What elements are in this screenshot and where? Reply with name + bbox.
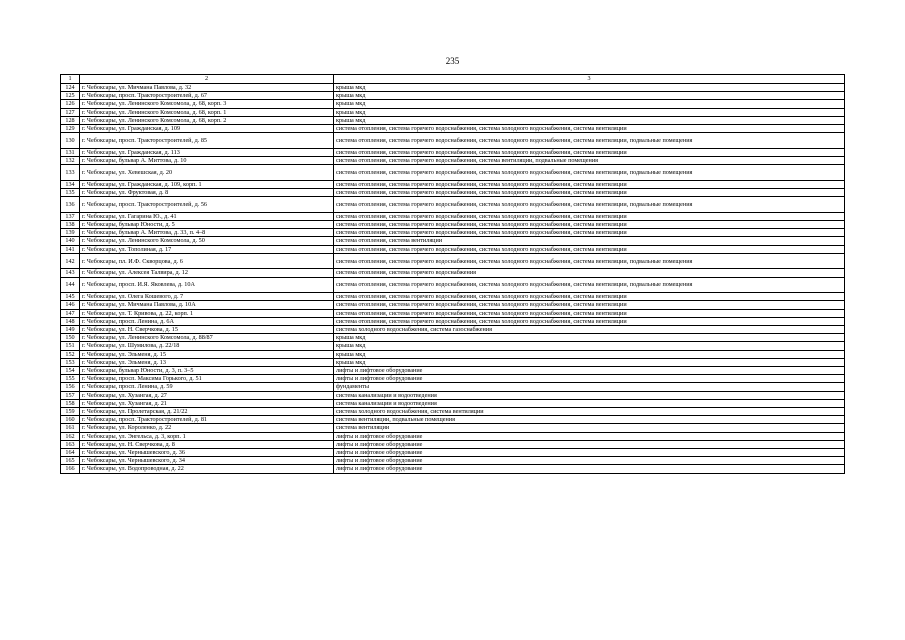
address-cell: г. Чебоксары, ул. Ленинского Комсомола, д. 68, корп. 2 [80,116,334,124]
work-type-cell: система отопления, система горячего водоснабжения, система холодного водоснабжения, система вентиляции, подвальные помещения [334,133,845,149]
table-row [61,342,845,350]
header-col-2: 2 [80,75,334,84]
table-row [61,457,845,465]
work-type-cell: система отопления, система горячего водоснабжения, система холодного водоснабжения, система вентиляции [334,229,845,237]
address-cell: г. Чебоксары, просп. И.Я. Яковлева, д. 10А [80,277,334,293]
row-number-cell: 125 [61,92,80,100]
work-type-cell: система отопления, система горячего водоснабжения, система холодного водоснабжения, система вентиляции [334,180,845,188]
table-row [61,189,845,197]
address-cell: г. Чебоксары, ул. Гражданская, д. 109 [80,125,334,133]
address-cell: г. Чебоксары, бульвар А. Миттова, д. 33, п. 4–8 [80,229,334,237]
table-body [61,75,845,474]
table-row [61,424,845,432]
work-type-cell: лифты и лифтовое оборудование [334,457,845,465]
table-row [61,157,845,165]
address-cell: г. Чебоксары, ул. Ленинского Комсомола, д. 88/87 [80,334,334,342]
row-number-cell: 144 [61,277,80,293]
work-type-cell: крыша мкд [334,92,845,100]
page-number: 235 [445,56,460,66]
address-cell: г. Чебоксары, ул. Хузангая, д. 27 [80,391,334,399]
address-cell: г. Чебоксары, просп. Максима Горького, д. 51 [80,375,334,383]
row-number-cell: 136 [61,197,80,213]
row-number-cell: 165 [61,457,80,465]
work-type-cell: система отопления, система горячего водоснабжения, система холодного водоснабжения, система вентиляции [334,293,845,301]
work-type-cell: система отопления, система горячего водоснабжения, система холодного водоснабжения, система вентиляции, подвальные помещения [334,165,845,181]
table-row [61,237,845,245]
address-cell: г. Чебоксары, просп. Тракторостроителей, д. 56 [80,197,334,213]
row-number-cell: 134 [61,180,80,188]
address-cell: г. Чебоксары, просп. Ленина, д. 6А [80,317,334,325]
table-row [61,432,845,440]
address-cell: г. Чебоксары, ул. Хевешская, д. 20 [80,165,334,181]
table-row [61,391,845,399]
row-number-cell: 164 [61,449,80,457]
data-table [60,74,845,474]
work-type-cell: система отопления, система горячего водоснабжения, система холодного водоснабжения, система вентиляции [334,212,845,220]
table-row [61,301,845,309]
row-number-cell: 141 [61,245,80,253]
table-row [61,221,845,229]
table-row [61,358,845,366]
address-cell: г. Чебоксары, просп. Тракторостроителей, д. 81 [80,416,334,424]
row-number-cell: 138 [61,221,80,229]
table-row [61,449,845,457]
work-type-cell: крыша мкд [334,84,845,92]
address-cell: г. Чебоксары, ул. Н. Сверчкова, д. 8 [80,440,334,448]
row-number-cell: 155 [61,375,80,383]
table-row [61,375,845,383]
row-number-cell: 127 [61,108,80,116]
table-row [61,165,845,181]
work-type-cell: система отопления, система горячего водоснабжения [334,269,845,277]
row-number-cell: 142 [61,253,80,269]
work-type-cell: крыша мкд [334,334,845,342]
table-row [61,399,845,407]
address-cell: г. Чебоксары, ул. Мичмана Павлова, д. 10А [80,301,334,309]
address-cell: г. Чебоксары, ул. Фруктовая, д. 8 [80,189,334,197]
row-number-cell: 152 [61,350,80,358]
work-type-cell: лифты и лифтовое оборудование [334,367,845,375]
row-number-cell: 143 [61,269,80,277]
row-number-cell: 156 [61,383,80,391]
work-type-cell: система вентиляции [334,424,845,432]
work-type-cell: система холодного водоснабжения, система вентиляции [334,408,845,416]
work-type-cell: система отопления, система горячего водоснабжения, система холодного водоснабжения, система вентиляции, подвальные помещения [334,253,845,269]
work-type-cell: система отопления, система горячего водоснабжения, система холодного водоснабжения, система вентиляции [334,245,845,253]
address-cell: г. Чебоксары, ул. Чернышевского, д. 36 [80,449,334,457]
work-type-cell: крыша мкд [334,100,845,108]
row-number-cell: 137 [61,212,80,220]
row-number-cell: 159 [61,408,80,416]
row-number-cell: 149 [61,326,80,334]
work-type-cell: фундаменты [334,383,845,391]
address-cell: г. Чебоксары, ул. Гражданская, д. 113 [80,148,334,156]
row-number-cell: 133 [61,165,80,181]
table-row [61,125,845,133]
row-number-cell: 132 [61,157,80,165]
table-row [61,108,845,116]
address-cell: г. Чебоксары, ул. Алексея Талвира, д. 12 [80,269,334,277]
table-row [61,350,845,358]
table-row [61,465,845,473]
work-type-cell: лифты и лифтовое оборудование [334,375,845,383]
address-cell: г. Чебоксары, бульвар Юности, д. 5 [80,221,334,229]
table-row [61,440,845,448]
address-cell: г. Чебоксары, просп. Тракторостроителей, д. 67 [80,92,334,100]
work-type-cell: крыша мкд [334,350,845,358]
table-row [61,100,845,108]
row-number-cell: 157 [61,391,80,399]
row-number-cell: 147 [61,309,80,317]
table-row [61,148,845,156]
address-cell: г. Чебоксары, ул. Мичмана Павлова, д. 32 [80,84,334,92]
address-cell: г. Чебоксары, просп. Тракторостроителей, д. 85 [80,133,334,149]
row-number-cell: 135 [61,189,80,197]
row-number-cell: 166 [61,465,80,473]
address-cell: г. Чебоксары, бульвар Юности, д. 3, п. 3–5 [80,367,334,375]
table-row [61,245,845,253]
row-number-cell: 151 [61,342,80,350]
work-type-cell: система отопления, система горячего водоснабжения, система холодного водоснабжения, система вентиляции [334,148,845,156]
work-type-cell: лифты и лифтовое оборудование [334,432,845,440]
row-number-cell: 154 [61,367,80,375]
work-type-cell: лифты и лифтовое оборудование [334,449,845,457]
work-type-cell: система вентиляции, подвальные помещения [334,416,845,424]
table-row [61,383,845,391]
address-cell: г. Чебоксары, ул. Энгельса, д. 3, корп. 1 [80,432,334,440]
address-cell: г. Чебоксары, ул. Н. Сверчкова, д. 15 [80,326,334,334]
address-cell: г. Чебоксары, ул. Тополиная, д. 17 [80,245,334,253]
header-col-3: 3 [334,75,845,84]
row-number-cell: 150 [61,334,80,342]
work-type-cell: крыша мкд [334,342,845,350]
table-row [61,408,845,416]
table-row [61,416,845,424]
row-number-cell: 162 [61,432,80,440]
row-number-cell: 126 [61,100,80,108]
address-cell: г. Чебоксары, ул. Шумилова, д. 22/18 [80,342,334,350]
work-type-cell: система отопления, система горячего водоснабжения, система холодного водоснабжения, система вентиляции [334,309,845,317]
row-number-cell: 145 [61,293,80,301]
table-row [61,197,845,213]
work-type-cell: система отопления, система горячего водоснабжения, система холодного водоснабжения, система вентиляции [334,221,845,229]
row-number-cell: 130 [61,133,80,149]
work-type-cell: лифты и лифтовое оборудование [334,465,845,473]
table-row [61,92,845,100]
row-number-cell: 148 [61,317,80,325]
row-number-cell: 160 [61,416,80,424]
table-row [61,277,845,293]
work-type-cell: система отопления, система горячего водоснабжения, система холодного водоснабжения, система вентиляции [334,189,845,197]
table-header-row [61,75,845,84]
address-cell: г. Чебоксары, ул. Пролетарская, д. 21/22 [80,408,334,416]
row-number-cell: 129 [61,125,80,133]
work-type-cell: крыша мкд [334,108,845,116]
table-row [61,84,845,92]
work-type-cell: система отопления, система горячего водоснабжения, система холодного водоснабжения, система вентиляции [334,125,845,133]
address-cell: г. Чебоксары, ул. Эльменя, д. 15 [80,350,334,358]
address-cell: г. Чебоксары, ул. Короленко, д. 22 [80,424,334,432]
work-type-cell: система отопления, система горячего водоснабжения, система вентиляции, подвальные помещения [334,157,845,165]
address-cell: г. Чебоксары, ул. Хузангая, д. 21 [80,399,334,407]
work-type-cell: крыша мкд [334,358,845,366]
work-type-cell: система отопления, система горячего водоснабжения, система холодного водоснабжения, система вентиляции [334,301,845,309]
row-number-cell: 131 [61,148,80,156]
address-cell: г. Чебоксары, ул. Гагарина Ю., д. 41 [80,212,334,220]
row-number-cell: 163 [61,440,80,448]
table-row [61,334,845,342]
table-row [61,326,845,334]
row-number-cell: 158 [61,399,80,407]
work-type-cell: система отопления, система вентиляции [334,237,845,245]
address-cell: г. Чебоксары, ул. Олега Кошевого, д. 7 [80,293,334,301]
table-row [61,116,845,124]
header-col-1: 1 [61,75,80,84]
table-row [61,212,845,220]
address-cell: г. Чебоксары, ул. Ленинского Комсомола, д. 68, корп. 1 [80,108,334,116]
table-row [61,309,845,317]
address-cell: г. Чебоксары, ул. Эльменя, д. 13 [80,358,334,366]
work-type-cell: система отопления, система горячего водоснабжения, система холодного водоснабжения, система вентиляции, подвальные помещения [334,277,845,293]
work-type-cell: крыша мкд [334,116,845,124]
table-row [61,180,845,188]
table-row [61,293,845,301]
row-number-cell: 161 [61,424,80,432]
work-type-cell: система отопления, система горячего водоснабжения, система холодного водоснабжения, система вентиляции, подвальные помещения [334,197,845,213]
address-cell: г. Чебоксары, ул. Ленинского Комсомола, д. 68, корп. 3 [80,100,334,108]
work-type-cell: система холодного водоснабжения, система газоснабжения [334,326,845,334]
address-cell: г. Чебоксары, ул. Гражданская, д. 109, корп. 1 [80,180,334,188]
row-number-cell: 139 [61,229,80,237]
table-row [61,229,845,237]
table-row [61,133,845,149]
table-row [61,317,845,325]
work-type-cell: система отопления, система горячего водоснабжения, система холодного водоснабжения, система вентиляции [334,317,845,325]
work-type-cell: система канализации и водоотведения [334,399,845,407]
address-cell: г. Чебоксары, ул. Водопроводная, д. 22 [80,465,334,473]
table-row [61,269,845,277]
address-cell: г. Чебоксары, пл. И.Ф. Скворцова, д. 6 [80,253,334,269]
address-cell: г. Чебоксары, бульвар А. Миттова, д. 10 [80,157,334,165]
row-number-cell: 128 [61,116,80,124]
address-cell: г. Чебоксары, ул. Чернышевского, д. 34 [80,457,334,465]
address-cell: г. Чебоксары, просп. Ленина, д. 59 [80,383,334,391]
row-number-cell: 124 [61,84,80,92]
row-number-cell: 146 [61,301,80,309]
address-cell: г. Чебоксары, ул. Ленинского Комсомола, д. 50 [80,237,334,245]
work-type-cell: система канализации и водоотведения [334,391,845,399]
row-number-cell: 140 [61,237,80,245]
address-cell: г. Чебоксары, ул. Т. Кривова, д. 22, корп. 1 [80,309,334,317]
row-number-cell: 153 [61,358,80,366]
work-type-cell: лифты и лифтовое оборудование [334,440,845,448]
table-row [61,253,845,269]
table-row [61,367,845,375]
